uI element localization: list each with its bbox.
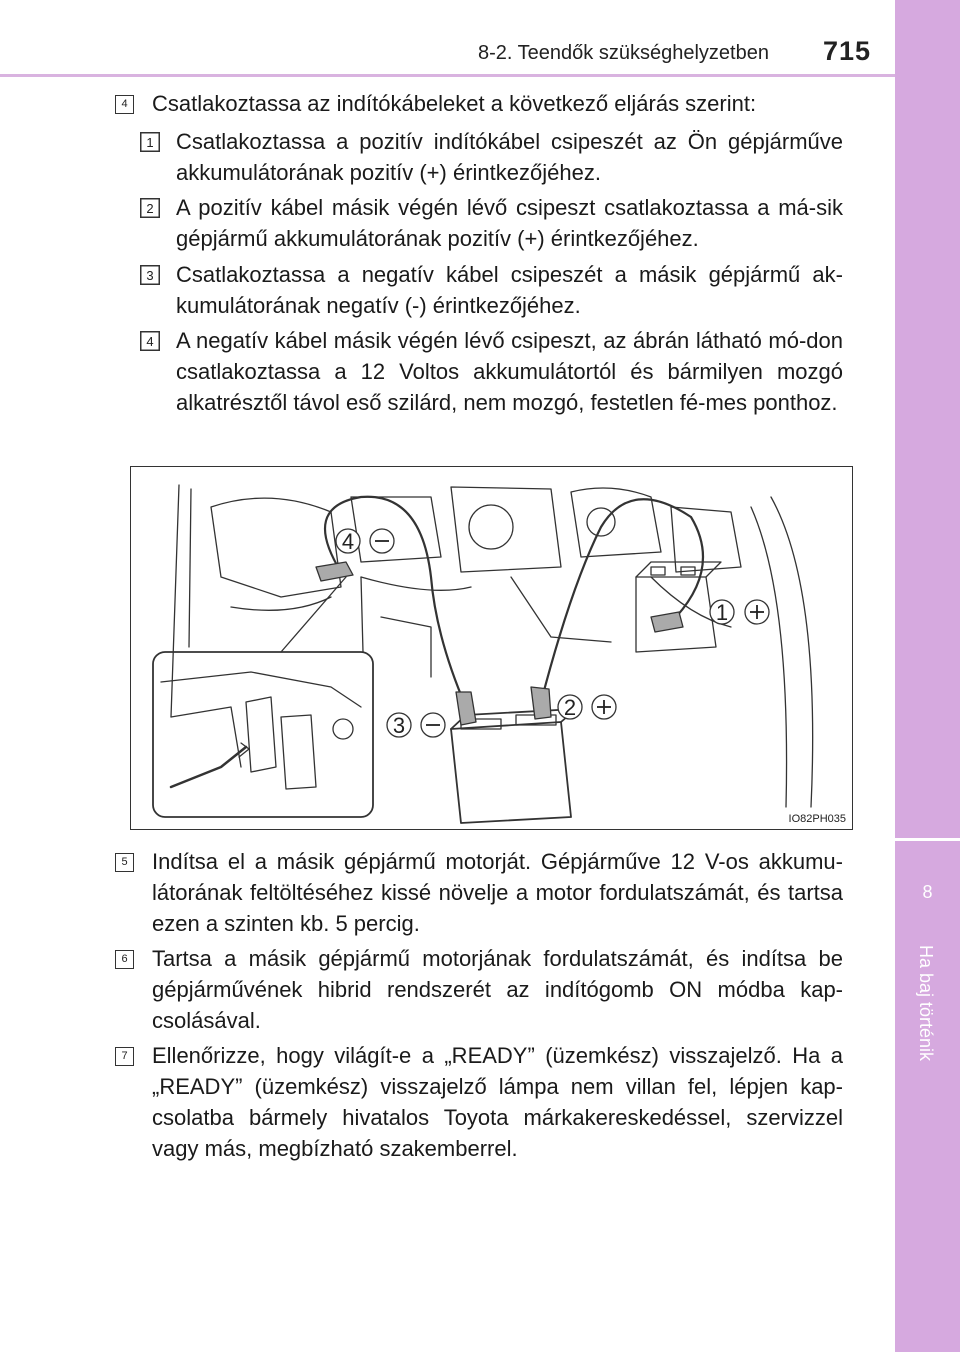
svg-text:3: 3 xyxy=(146,268,154,283)
side-tab-divider xyxy=(895,838,960,841)
substep-3 xyxy=(140,259,843,321)
svg-text:1: 1 xyxy=(146,135,154,150)
substep-number-badge xyxy=(140,132,160,152)
callout-label-4: 4 xyxy=(341,529,355,554)
substep-2 xyxy=(140,192,843,254)
step-7 xyxy=(115,1040,843,1164)
engine-bay-illustration xyxy=(131,467,852,829)
substep-number-badge xyxy=(140,198,160,218)
substep-number-badge xyxy=(140,265,160,285)
substep-text: Csatlakoztassa a pozitív indítókábel csipeszét az Ön gépjárműve akkumulátorának pozitív (+) érintkezőjéhez. xyxy=(176,129,843,185)
step-text: Tartsa a másik gépjármű motorjának fordulatszámát, és indítsa be gépjárművének hibrid rendszerét az indítógomb ON módba kap-csolásával. xyxy=(152,946,843,1033)
section-title: 8-2. Teendők szükséghelyzetben xyxy=(478,42,769,64)
step-number-box: 7 xyxy=(115,1047,134,1066)
step-number-box: 5 xyxy=(115,853,134,872)
jump-start-figure xyxy=(130,466,853,830)
step-text: Indítsa el a másik gépjármű motorját. Gépjárműve 12 V-os akkumu-látorának feltöltéséhez kissé növelje a motor fordulatszámát, és tartsa ezen a szinten kb. 5 percig. xyxy=(152,849,843,936)
callout-label-2: 2 xyxy=(563,695,577,720)
substep-text: A pozitív kábel másik végén lévő csipeszt csatlakoztassa a má-sik gépjármű akkumulátorának pozitív (+) érintkezőjéhez. xyxy=(176,195,843,251)
substep-text: Csatlakoztassa a negatív kábel csipeszét a másik gépjármű ak-kumulátorának negatív (-) érintkezőjéhez. xyxy=(176,262,843,318)
substep-text: A negatív kábel másik végén lévő csipeszt, az ábrán látható mó-don csatlakoztassa a 12 Voltos akkumulátortól és bármilyen mozgó alkatrésztől távol eső szilárd, nem mozgó, festetlen fé-mes ponthoz. xyxy=(176,328,843,415)
header-rule xyxy=(0,74,895,77)
substep-4 xyxy=(140,325,843,418)
step-5 xyxy=(115,846,843,939)
step-4 xyxy=(115,88,843,119)
step-text: Csatlakoztassa az indítókábeleket a következő eljárás szerint: xyxy=(152,91,757,116)
step-6 xyxy=(115,943,843,1036)
step-text: Ellenőrizze, hogy világít-e a „READY” (üzemkész) visszajelző. Ha a „READY” (üzemkész) visszajelző lámpa nem villan fel, lépjen kap-csolatba bármely hivatalos Toyota márkakereskedéssel, szervizzel vagy más, megbízható szakemberrel. xyxy=(152,1043,843,1161)
chapter-side-tab xyxy=(895,0,960,1352)
chapter-number: 8 xyxy=(922,882,933,902)
substep-number-badge xyxy=(140,331,160,351)
page-number: 715 xyxy=(823,36,872,66)
callout-label-3: 3 xyxy=(392,713,406,738)
step-number-box: 6 xyxy=(115,950,134,969)
figure-code: IO82PH035 xyxy=(788,813,846,825)
svg-text:4: 4 xyxy=(146,334,154,349)
chapter-title: Ha baj történik xyxy=(916,945,936,1062)
step-number-box: 4 xyxy=(115,95,134,114)
svg-text:2: 2 xyxy=(146,201,154,216)
substep-1 xyxy=(140,126,843,188)
callout-label-1: 1 xyxy=(715,600,729,625)
